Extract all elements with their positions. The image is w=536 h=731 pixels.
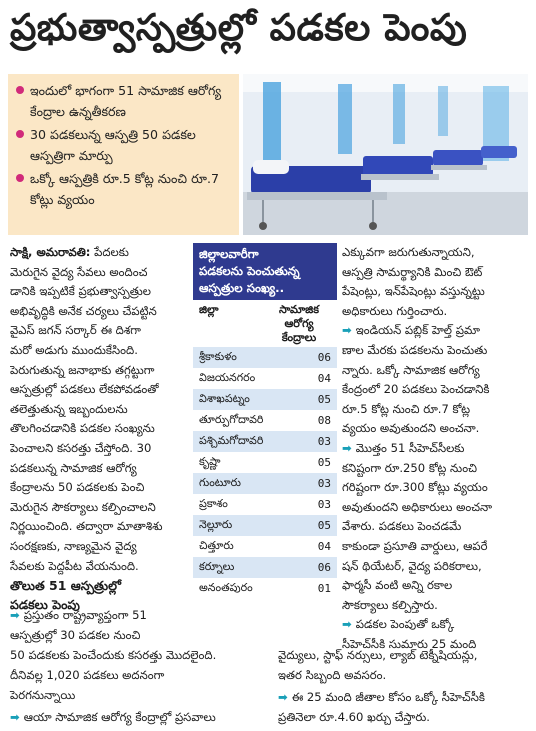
- district-name: గుంటూరు: [199, 475, 241, 489]
- body-text: కేంద్రంలో 20 పడకలు పెంచడానికి: [342, 382, 490, 397]
- body-text-full: [278, 688, 530, 708]
- body-text: మొత్తం 51 సీహెచ్‌సీలకు: [355, 440, 465, 455]
- dateline: సాక్షి, అమరావతి:: [10, 245, 91, 259]
- body-text: ఇండియన్ పబ్లిక్ హెల్త్ ప్రమా: [355, 323, 480, 338]
- highlight-item: [16, 80, 233, 122]
- body-text: రూ.5 కోట్ల నుంచి రూ.7 కోట్ల: [342, 401, 471, 416]
- table-row: [193, 473, 337, 494]
- body-text: మరో అడుగు ముందుకేసింది.: [10, 342, 138, 357]
- body-text: ఈ 25 మంది జీతాల కోసం ఒక్కో సీహెచ్‌సీకి: [291, 690, 485, 704]
- table-row: [193, 389, 337, 410]
- body-text: అవుతుందని అధికారులు అంచనా: [342, 499, 493, 514]
- district-name: విశాఖపట్నం: [199, 391, 250, 405]
- body-text: డానికి ఇప్పటికే ప్రభుత్వాస్పత్రుల: [10, 284, 151, 299]
- body-text: సౌకర్యాలు కల్పిస్తారు.: [342, 597, 438, 612]
- table-row: [193, 515, 337, 536]
- article-column-3: [342, 243, 530, 654]
- district-name: విజయనగరం: [199, 370, 256, 384]
- district-name: ప్రకాశం: [199, 496, 228, 510]
- table-row: [193, 557, 337, 578]
- body-text: సేవలకు పెద్దపీట వేయనుంది.: [10, 558, 139, 573]
- table-row: [193, 494, 337, 515]
- table-row: [193, 347, 337, 368]
- center-count: 05: [317, 393, 331, 406]
- body-text-full: 50 పడకలకు పెంచేందుకు కసరత్తు మొదలైంది.: [10, 648, 217, 662]
- district-name: తూర్పుగోదావరి: [199, 412, 264, 426]
- bullet-dot-icon: [16, 130, 24, 138]
- table-row: [193, 536, 337, 557]
- body-text: మెరుగైన సౌకర్యాలు కల్పించాలని: [10, 499, 156, 514]
- body-text: అధికారులు గుర్తించారు.: [342, 303, 448, 318]
- center-count: 04: [317, 540, 331, 553]
- arrow-icon: ➡: [10, 710, 20, 724]
- body-text: కాకుండా ప్రసూతి వార్డులు, ఆపరే: [342, 538, 488, 553]
- column-header-district: జిల్లా: [199, 303, 219, 316]
- hospital-ward-photo: [243, 74, 528, 235]
- body-text: వ్యయం అవుతుందని అంచనా.: [342, 421, 480, 436]
- column-header-line: ఆరోగ్య: [284, 317, 314, 330]
- body-text: గరిష్టంగా రూ.300 కోట్లు వ్యయం: [342, 480, 488, 495]
- arrow-icon: ➡: [342, 323, 352, 338]
- table-title-line: పడకలను పెంచుతున్న: [199, 264, 300, 278]
- body-text: పేదలకు: [94, 245, 129, 259]
- center-count: 05: [317, 519, 331, 532]
- table-body: [193, 347, 337, 599]
- body-text: వేశారు. పడకలు పెంచడమే: [342, 519, 462, 534]
- body-text: వైఎస్ జగన్ సర్కార్ ఈ దిశగా: [10, 323, 141, 338]
- body-text: ఫార్మసీ వంటి అన్ని రకాల: [342, 578, 453, 593]
- center-count: 03: [317, 435, 331, 448]
- arrow-icon: ➡: [10, 608, 20, 622]
- body-text: ఆస్పత్రి సామర్థ్యానికి మించి ఔట్: [342, 264, 483, 279]
- table-row: [193, 452, 337, 473]
- body-text: పడకలున్న సామాజిక ఆరోగ్య: [10, 460, 137, 475]
- district-name: అనంతపురం: [199, 580, 253, 594]
- body-text: ఎక్కువగా జరుగుతున్నాయని,: [342, 245, 475, 259]
- district-name: చిత్తూరు: [199, 538, 234, 552]
- body-text: అభివృద్ధికి అనేక చర్యలు చేపట్టిన: [10, 303, 157, 318]
- subheading: పడకలు పెంపు: [10, 597, 80, 613]
- body-text: తొలగించడానికి పడకల సంఖ్యను: [10, 421, 155, 436]
- center-count: 03: [317, 498, 331, 511]
- center-count: 03: [317, 477, 331, 490]
- table-row: [193, 368, 337, 389]
- body-text: ఆస్పత్రుల్లో పడకలు లేకపోవడంతో: [10, 382, 159, 397]
- body-text: కనిష్టంగా రూ.250 కోట్ల నుంచి: [342, 460, 477, 475]
- center-count: 05: [317, 456, 331, 469]
- body-text-full: దీనివల్ల 1,020 పడకలు అదనంగా: [10, 668, 165, 682]
- body-text: ణాల మేరకు పడకలను పెంచుతు: [342, 342, 488, 357]
- highlight-text: ఒక్కో ఆస్పత్రికి రూ.5 కోట్ల నుంచి రూ.7 కోట్లు వ్యయం: [30, 171, 219, 207]
- highlight-item: [16, 168, 233, 210]
- highlight-text: 30 పడకలున్న ఆస్పత్రి 50 పడకల ఆస్పత్రిగా మార్పు: [30, 127, 196, 163]
- district-name: నెల్లూరు: [199, 517, 233, 531]
- body-text: పెరుగుతున్న జనాభాకు తగ్గట్టుగా: [10, 362, 155, 377]
- body-text: న్నారు. ఒక్కో సామాజిక ఆరోగ్య: [342, 362, 480, 377]
- highlight-text: ఇందులో భాగంగా 51 సామాజిక ఆరోగ్య కేంద్రాల ఉన్నతీకరణ: [30, 83, 222, 119]
- center-count: 08: [317, 414, 331, 427]
- body-text: సంరక్షణకు, నాణ్యమైన వైద్య: [10, 538, 137, 553]
- arrow-icon: ➡: [342, 440, 352, 455]
- body-text: కేంద్రాలను 50 పడకలకు పెంచి: [10, 480, 145, 495]
- highlight-item: [16, 124, 233, 166]
- body-text: షన్ థియేటర్, వైద్య పరికరాలు,: [342, 558, 482, 573]
- bullet-dot-icon: [16, 86, 24, 94]
- body-text: పెంచాలని కసరత్తు చేస్తోంది. 30: [10, 440, 152, 455]
- body-text: పేషెంట్లు, ఇన్‌పేషెంట్లు వస్తున్నట్టు: [342, 284, 485, 299]
- bullet-dot-icon: [16, 174, 24, 182]
- district-name: శ్రీకాకుళం: [199, 349, 237, 363]
- table-title-line: ఆస్పత్రుల సంఖ్య..: [199, 281, 285, 295]
- body-text: ఆయా సామాజిక ఆరోగ్య కేంద్రాల్లో ప్రసవాలు: [23, 710, 216, 724]
- highlights-box: [8, 74, 239, 235]
- center-count: 04: [317, 372, 331, 385]
- center-count: 06: [317, 351, 331, 364]
- body-text-full: ఆస్పత్రుల్లో 30 పడకల నుంచి: [10, 628, 141, 642]
- body-text: తలెత్తుతున్న ఇబ్బందులను: [10, 401, 128, 416]
- table-title: [193, 243, 337, 300]
- column-header-line: సామాజిక: [279, 303, 319, 316]
- table-row: [193, 410, 337, 431]
- body-text: ఇతర సిబ్బంది అవసరం.: [278, 668, 387, 682]
- headline: ప్రభుత్వాస్పత్రుల్లో పడకల పెంపు: [10, 6, 468, 49]
- column-header-count: [267, 303, 331, 345]
- body-text: ప్రతినెలా రూ.4.60 ఖర్చు చేస్తారు.: [278, 710, 430, 724]
- body-text: మెరుగైన వైద్య సేవలు అందించ: [10, 264, 148, 279]
- body-text: పడకల పెంపుతో ఒక్కో: [355, 617, 455, 632]
- center-count: 06: [317, 561, 331, 574]
- district-name: కర్నూలు: [199, 559, 235, 573]
- article-column-1: [10, 243, 190, 614]
- table-row: [193, 431, 337, 452]
- table-title-line: జిల్లాలవారీగా: [199, 247, 259, 261]
- arrow-icon: ➡: [342, 617, 352, 632]
- center-count: 01: [317, 582, 331, 595]
- body-text-full: పెరగనున్నాయి: [10, 688, 76, 702]
- district-name: కృష్ణా: [199, 454, 221, 468]
- district-name: పశ్చిమగోదావరి: [199, 433, 264, 447]
- body-text: నిర్ణయించింది. తద్వారా మాతాశిశు: [10, 519, 163, 534]
- arrow-icon: ➡: [278, 690, 288, 704]
- district-table: [193, 243, 337, 613]
- hospital-beds-image: [243, 74, 528, 235]
- body-text: వైద్యులు, స్టాఫ్ నర్సులు, ల్యాబ్ టెక్నీషియన్లు,: [278, 648, 478, 662]
- subheading: తొలుత 51 ఆస్పత్రుల్లో: [10, 578, 121, 594]
- table-header: [193, 300, 337, 347]
- body-text: ప్రస్తుతం రాష్ట్రవ్యాప్తంగా 51: [23, 608, 147, 622]
- body-text: సీహెచ్‌సీకి సుమారు 25 మంది: [342, 636, 477, 651]
- column-header-line: కేంద్రాలు: [281, 331, 317, 344]
- table-row: [193, 578, 337, 599]
